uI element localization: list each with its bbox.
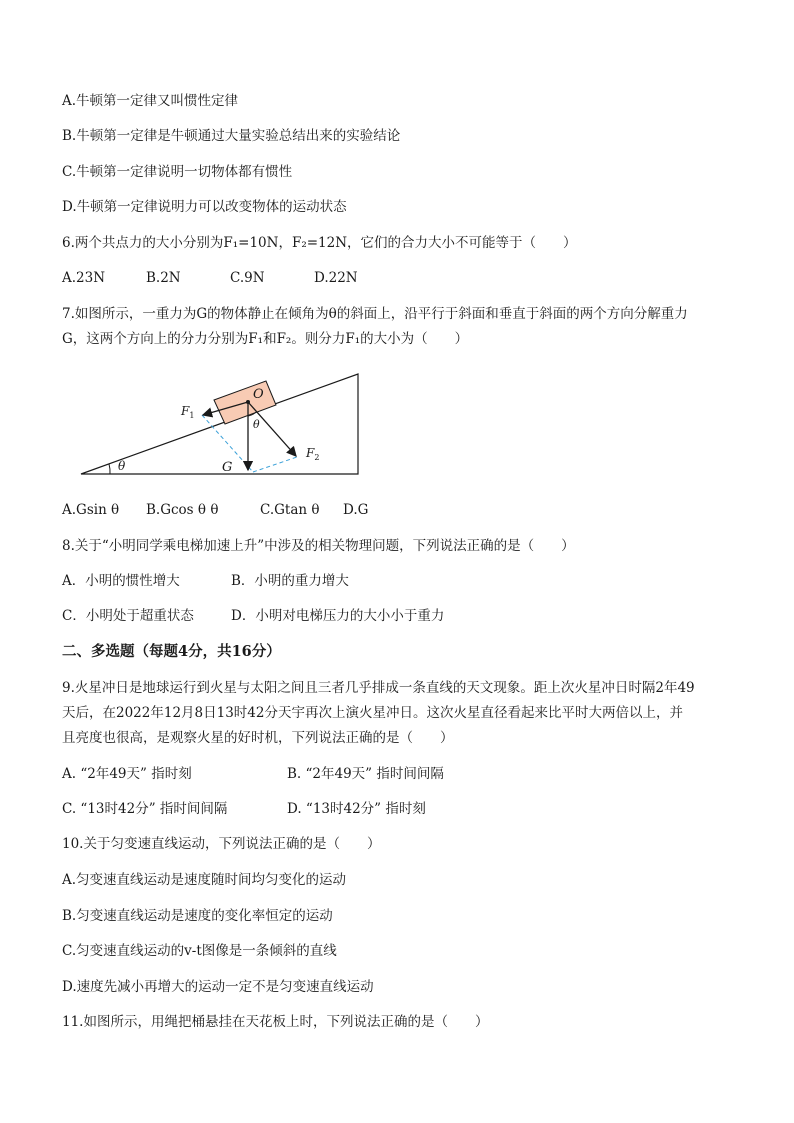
q8-option-c: C．小明处于超重状态	[62, 608, 194, 624]
q7-stem-line1: 7.如图所示，一重力为G的物体静止在倾角为θ的斜面上，沿平行于斜面和垂直于斜面的两个方向分解重力	[62, 306, 688, 322]
q6-stem: 6.两个共点力的大小分别为F₁=10N，F₂=12N，它们的合力大小不可能等于（ ）	[62, 235, 577, 251]
q5-option-d: D.牛顿第一定律说明力可以改变物体的运动状态	[62, 199, 347, 215]
q9-stem-line1: 9.火星冲日是地球运行到火星与太阳之间且三者几乎排成一条直线的天文现象。距上次火星冲日时隔2年49	[62, 680, 695, 696]
label-theta-incline: θ	[118, 459, 126, 473]
q8-option-d: D．小明对电梯压力的大小小于重力	[231, 608, 445, 624]
q7-option-c: C.Gtan θ	[260, 502, 320, 518]
q7-option-b: B.Gcos θ θ	[146, 502, 219, 518]
q5-option-a: A.牛顿第一定律又叫惯性定律	[62, 93, 239, 109]
q10-option-a: A.匀变速直线运动是速度随时间均匀变化的运动	[62, 872, 347, 888]
q9-option-d: D. “13时42分” 指时刻	[287, 801, 426, 817]
label-f2: $F_2$	[306, 446, 320, 462]
label-o: O	[253, 387, 264, 402]
q6-option-d: D.22N	[314, 270, 358, 286]
q8-option-b: B．小明的重力增大	[231, 573, 349, 589]
q7-option-d: D.G	[343, 502, 369, 518]
incline-force-diagram	[76, 368, 366, 480]
origin-point	[246, 400, 250, 404]
q10-stem: 10.关于匀变速直线运动，下列说法正确的是（ ）	[62, 836, 381, 852]
q11-stem: 11.如图所示，用绳把桶悬挂在天花板上时，下列说法正确的是（ ）	[62, 1014, 489, 1030]
q9-stem-line2: 天后，在2022年12月8日13时42分天宇再次上演火星冲日。这次火星直径看起来比平时大两倍以上，并	[62, 705, 683, 721]
q8-option-a: A．小明的惯性增大	[62, 573, 180, 589]
q9-stem-line3: 且亮度也很高，是观察火星的好时机，下列说法正确的是（ ）	[62, 730, 454, 746]
q9-option-b: B. “2年49天” 指时间间隔	[287, 766, 444, 782]
q6-option-b: B.2N	[146, 270, 181, 286]
q10-option-b: B.匀变速直线运动是速度的变化率恒定的运动	[62, 908, 333, 924]
label-theta-block: θ	[253, 418, 260, 431]
label-g: G	[222, 460, 233, 475]
section-title-multiple-choice: 二、多选题（每题4分，共16分）	[62, 643, 281, 660]
q10-option-c: C.匀变速直线运动的v-t图像是一条倾斜的直线	[62, 943, 337, 959]
q6-option-a: A.23N	[62, 270, 106, 286]
q8-stem: 8.关于“小明同学乘电梯加速上升”中涉及的相关物理问题，下列说法正确的是（ ）	[62, 538, 575, 554]
q9-option-a: A. “2年49天” 指时刻	[62, 766, 192, 782]
q10-option-d: D.速度先减小再增大的运动一定不是匀变速直线运动	[62, 979, 374, 995]
q9-option-c: C. “13时42分” 指时间间隔	[62, 801, 228, 817]
q6-option-c: C.9N	[230, 270, 265, 286]
q7-stem-line2: G，这两个方向上的分力分别为F₁和F₂。则分力F₁的大小为（ ）	[62, 331, 469, 347]
q5-option-b: B.牛顿第一定律是牛顿通过大量实验总结出来的实验结论	[62, 128, 401, 144]
q5-option-c: C.牛顿第一定律说明一切物体都有惯性	[62, 164, 293, 180]
q7-option-a: A.Gsin θ	[62, 502, 120, 518]
label-f1: $F_1$	[181, 404, 195, 420]
dashed-line-g-to-f2	[253, 457, 297, 472]
incline-angle-arc	[109, 464, 110, 474]
